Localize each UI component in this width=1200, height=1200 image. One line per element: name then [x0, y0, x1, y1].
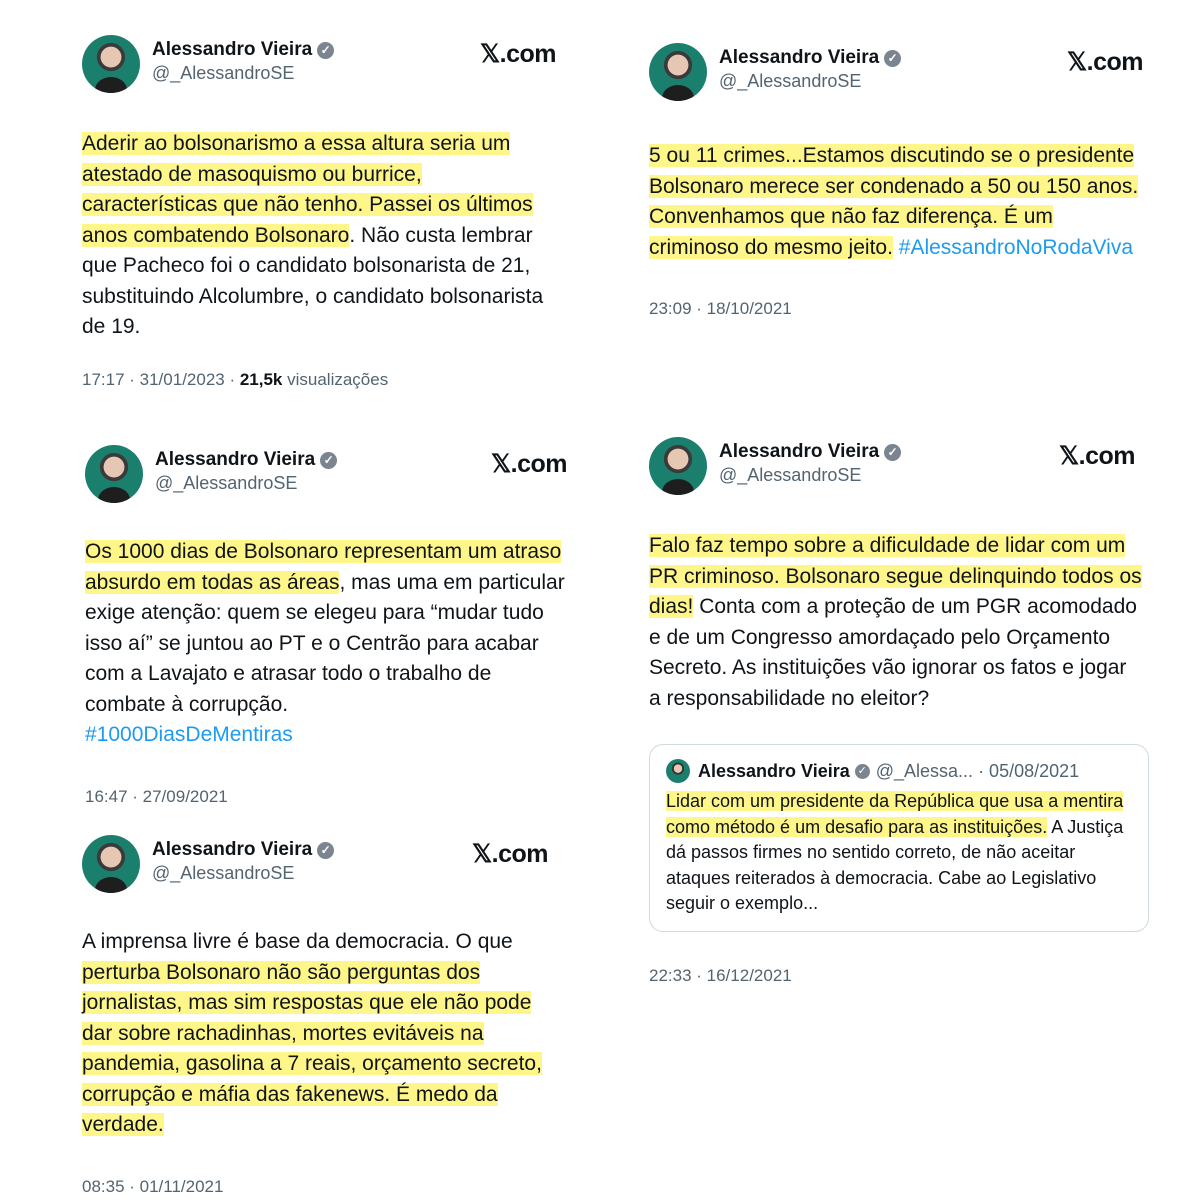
- author-name[interactable]: Alessandro Vieira ✓: [719, 47, 901, 69]
- verified-icon: ✓: [855, 764, 870, 779]
- plain-text: A imprensa livre é base da democracia. O que: [82, 930, 513, 953]
- quoted-tweet-text: [666, 789, 1132, 917]
- x-logo-icon: 𝕏.com: [491, 450, 567, 478]
- tweet-card[interactable]: [82, 835, 562, 1197]
- highlighted-text: Aderir ao bolsonarismo a essa altura seria um atestado de masoquismo ou burrice, características que não tenho. Passei os últimos anos combatendo Bolsonaro: [82, 132, 533, 247]
- tweet-text: [649, 141, 1143, 263]
- tweet-timestamp[interactable]: 22:33 · 16/12/2021: [649, 965, 792, 985]
- views-label: visualizações: [282, 369, 389, 389]
- tweet-text: [85, 537, 567, 751]
- time-text: 17:17 · 31/01/2023 ·: [82, 369, 240, 389]
- verified-icon: ✓: [320, 452, 337, 469]
- x-logo-icon: 𝕏.com: [1067, 48, 1143, 76]
- tweet-timestamp[interactable]: 08:35 · 01/11/2021: [82, 1176, 224, 1196]
- tweet-card[interactable]: [85, 445, 567, 807]
- plain-text: . Não custa lembrar que Pacheco foi o candidato bolsonarista de 21, substituindo Alcolumbre, o candidato bolsonarista de 19.: [82, 223, 544, 338]
- tweet-header: [85, 445, 567, 511]
- tweet-header: [649, 43, 1143, 109]
- hashtag-link[interactable]: #AlessandroNoRodaViva: [898, 235, 1134, 259]
- plain-text: Conta com a proteção de um PGR acomodado e de um Congresso amordaçado pelo Orçamento Secreto. As instituições vão ignorar os fatos e jogar a responsabilidade no eleitor?: [649, 595, 1137, 710]
- tweet-text: [649, 531, 1143, 714]
- highlighted-text: Lidar com um presidente da República que usa a mentira como método é um desafio para as instituições.: [666, 791, 1124, 837]
- hashtag-link[interactable]: #1000DiasDeMentiras: [85, 723, 293, 746]
- tweet-card[interactable]: [649, 43, 1143, 319]
- avatar: [666, 759, 690, 783]
- highlighted-text: Falo faz tempo sobre a dificuldade de lidar com um PR criminoso. Bolsonaro segue delinquindo todos os dias!: [649, 534, 1142, 618]
- tweet-header: [649, 437, 1149, 503]
- plain-text: A Justiça dá passos firmes no sentido correto, de não aceitar ataques reiterados à democracia. Cabe ao Legislativo seguir o exemplo...: [666, 816, 1124, 913]
- tweet-timestamp[interactable]: 16:47 · 27/09/2021: [85, 786, 228, 806]
- avatar[interactable]: [649, 43, 707, 101]
- author-handle[interactable]: @_AlessandroSE: [719, 465, 862, 485]
- author-handle[interactable]: @_AlessandroSE: [719, 71, 862, 91]
- author-handle[interactable]: @_AlessandroSE: [152, 63, 295, 83]
- author-handle[interactable]: @_AlessandroSE: [155, 473, 298, 493]
- views-count: 21,5k: [239, 369, 283, 389]
- tweet-header: [82, 835, 562, 901]
- highlighted-text: 5 ou 11 crimes...Estamos discutindo se o presidente Bolsonaro merece ser condenado a 50 ou 150 anos. Convenhamos que não faz diferença. É um criminoso do mesmo jeito.: [649, 144, 1139, 259]
- highlighted-text: perturba Bolsonaro não são perguntas dos jornalistas, mas sim respostas que ele não pode dar sobre rachadinhas, mortes evitáveis na pandemia, gasolina a 7 reais, orçamento secreto, corrupção e máfia das fakenews. É medo da verdade.: [82, 960, 542, 1136]
- avatar[interactable]: [649, 437, 707, 495]
- tweet-timestamp[interactable]: 23:09 · 18/10/2021: [649, 299, 792, 318]
- x-logo-icon: 𝕏.com: [472, 840, 548, 868]
- author-name[interactable]: Alessandro Vieira ✓: [152, 39, 334, 61]
- tweet-text: [82, 129, 556, 343]
- quoted-tweet-header: [666, 759, 1132, 783]
- verified-icon: ✓: [317, 842, 334, 859]
- avatar[interactable]: [82, 835, 140, 893]
- author-name[interactable]: Alessandro Vieira ✓: [155, 449, 337, 471]
- verified-icon: ✓: [884, 50, 901, 67]
- quoted-author-name: Alessandro Vieira: [698, 760, 850, 781]
- author-name[interactable]: Alessandro Vieira ✓: [719, 441, 901, 463]
- x-logo-icon: 𝕏.com: [1059, 442, 1135, 470]
- author-handle[interactable]: @_AlessandroSE: [152, 863, 295, 883]
- highlighted-text: Os 1000 dias de Bolsonaro representam um atraso absurdo em todas as áreas: [85, 540, 562, 594]
- tweet-card[interactable]: [82, 35, 556, 390]
- avatar[interactable]: [82, 35, 140, 93]
- quoted-meta: @_Alessa... · 05/08/2021: [875, 760, 1080, 781]
- tweet-text: [82, 927, 562, 1141]
- x-logo-icon: 𝕏.com: [480, 40, 556, 68]
- plain-text: , mas uma em particular exige atenção: quem se elegeu para “mudar tudo isso aí” se juntou ao PT e o Centrão para acabar com a Lavajato e atrasar todo o trabalho de combate à corrupção.: [85, 570, 565, 716]
- verified-icon: ✓: [884, 444, 901, 461]
- quoted-tweet[interactable]: [649, 744, 1149, 932]
- tweet-timestamp[interactable]: [82, 370, 556, 390]
- tweet-header: [82, 35, 556, 101]
- avatar[interactable]: [85, 445, 143, 503]
- verified-icon: ✓: [317, 42, 334, 59]
- author-name[interactable]: Alessandro Vieira ✓: [152, 839, 334, 861]
- tweet-card[interactable]: [649, 437, 1149, 986]
